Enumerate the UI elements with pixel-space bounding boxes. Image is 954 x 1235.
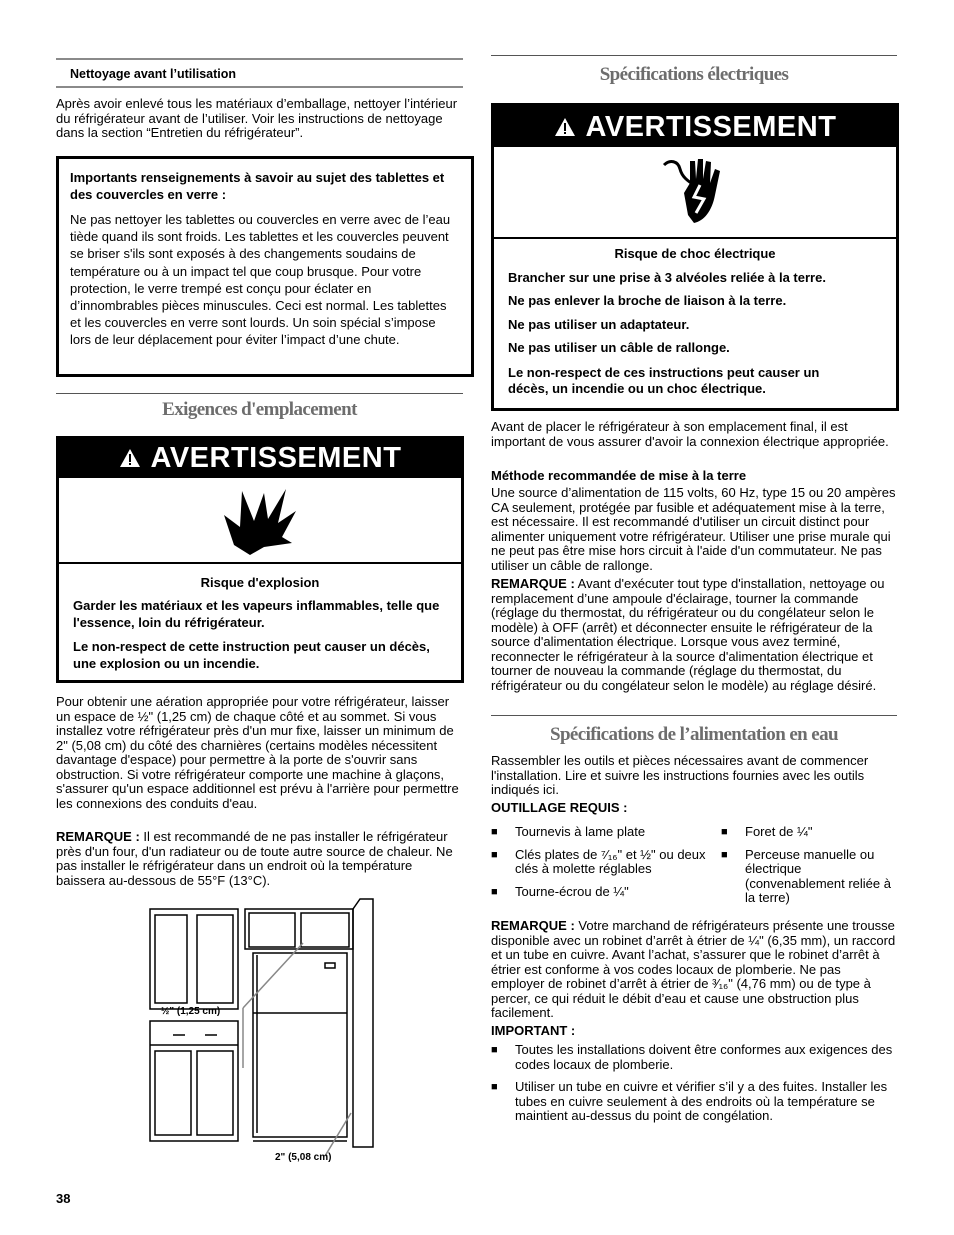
water-rule xyxy=(491,715,897,716)
important-item: ■ Utiliser un tube en cuivre et vérifier s’il y a des fuites. Installer les tubes en cuivre seulement à des endroits où la température se maintient au-dessus du point de congélation. xyxy=(491,1080,897,1124)
electrical-rule xyxy=(491,55,897,56)
location-heading: Exigences d'emplacement xyxy=(162,399,357,420)
figure-label-half-inch: ½" (1,25 cm) xyxy=(161,1006,221,1017)
explosion-line-1: Garder les matériaux et les vapeurs inflammables, telle que l'essence, loin du réfrigérateur. xyxy=(73,597,440,630)
ventilation-text: Pour obtenir une aération appropriée pour votre réfrigérateur, laisser un espace de ½" (1,25 cm) de chaque côté et au sommet. Si vous installez votre réfrigérateur près d'un mur fixe, laisser un minimum de 2" (5,08 cm) du côté des charnières (certains modèles nécessitent davantage d'espace) pour permettre à la porte de s'ouvrir sans obstruction. Si votre réfrigérateur comporte une machine à glaçons, s'assurer qu'un espace additionnel est prévu à l'arrière pour permettre les connexions des conduits d'eau. xyxy=(56,694,459,811)
tools-list-col2 xyxy=(721,825,897,906)
explosion-hazard: Risque d'explosion xyxy=(200,575,320,590)
location-rule xyxy=(56,393,463,394)
water-note-text: Votre marchand de réfrigérateurs présente une trousse disponible avec un robinet d’arrêt à étrier de ¼" (6,35 mm), un raccord et un tube en cuivre. Avant l’achat, s’assurer que le robinet d’arrêt à étrier est conforme à vos codes locaux de plomberie. Ne pas employer de robinet d’arrêt à étrier de ³⁄₁₆" (4,76 mm) ou de type à percer, ce qui réduit le débit d’eau et cause une obstruction plus facilement. xyxy=(491,918,896,1020)
electrical-warning-body xyxy=(494,247,896,397)
grounding-text: Une source d’alimentation de 115 volts, 60 Hz, type 15 ou 20 ampères CA seulement, protégée par fusible et adéquatement mise à la terre, est nécessaire. Il est recommandé d'utiliser un circuit distinct pour alimenter uniquement votre réfrigérateur. Utiliser une prise murale qui ne peut pas être mise hors circuit à l'aide d'un commutateur. Ne pas utiliser un câble de rallonge. xyxy=(491,485,896,573)
cleaning-text: Après avoir enlevé tous les matériaux d’emballage, nettoyer l’intérieur du réfrigérateur avant de l’utiliser. Voir les instructions de nettoyage dans la section “Entretien du réfrigérateur”. xyxy=(56,96,458,140)
location-note-label: REMARQUE : xyxy=(56,829,140,844)
glass-box-title: Importants renseignements à savoir au sujet des tablettes et des couvercles en verre : xyxy=(70,170,445,202)
important-item: ■ Toutes les installations doivent être conformes aux exigences des codes locaux de plomberie. xyxy=(491,1043,897,1072)
electrical-warning-title: AVERTISSEMENT xyxy=(585,111,837,143)
important-heading: IMPORTANT : xyxy=(491,1023,576,1038)
electrical-warning-box xyxy=(491,103,899,411)
location-note xyxy=(56,830,461,888)
shock-hazard: Risque de choc électrique xyxy=(614,246,776,261)
water-heading: Spécifications de l’alimentation en eau xyxy=(550,724,838,745)
electrical-warning-header xyxy=(494,106,896,144)
cleaning-top-rule xyxy=(56,58,463,60)
explosion-line-2: Le non-respect de cette instruction peut causer un décès, une explosion ou un incendie. xyxy=(73,638,430,671)
water-note-label: REMARQUE : xyxy=(491,918,575,933)
electrical-intro: Avant de placer le réfrigérateur à son emplacement final, il est important de vous assurer d'avoir la connexion électrique appropriée. xyxy=(491,419,889,449)
tools-heading: OUTILLAGE REQUIS : xyxy=(491,800,628,815)
shock-line-2: Ne pas enlever la broche de liaison à la terre. xyxy=(508,293,787,308)
tool-item: ■ Tourne-écrou de ¼" xyxy=(491,885,721,900)
tool-item: ■ Perceuse manuelle ou électrique (convenablement reliée à la terre) xyxy=(721,848,897,906)
tool-item: ■ Tournevis à lame plate xyxy=(491,825,721,840)
glass-box-text: Ne pas nettoyer les tablettes ou couvercles en verre avec de l’eau tiède quand ils sont froids. Les tablettes et les couvercles peuvent se briser s'ils sont exposés à des changements soudains de température ou à un impact tel que coup brusque. Pour votre protection, le verre trempé est conçu pour éclater en d’innombrables pièces minuscules. Ceci est normal. Les tablettes et les couvercles en verre sont lourds. Un soin spécial s’impose lors de leur déplacement pour éviter l’impact d’une chute. xyxy=(70,212,451,348)
explosion-warning-body xyxy=(59,576,461,672)
cleaning-bottom-rule xyxy=(56,86,463,88)
explosion-warning-box xyxy=(56,436,464,683)
explosion-icon-area xyxy=(59,475,461,564)
electrical-note-text: Avant d'exécuter tout type d'installation, nettoyage ou remplacement d’une ampoule d'éclairage, tourner la commande (réglage du thermostat, du réfrigérateur ou du congélateur selon le modèle) à OFF (arrêt) et déconnecter ensuite le réfrigérateur de la source d'alimentation électrique. Lorsque vous avez terminé, reconnecter le réfrigérateur à la source d'alimentation électrique et tourner de nouveau la commande (réglage du thermostat, du réfrigérateur ou du congélateur selon le modèle) au réglage désiré. xyxy=(491,576,885,693)
shock-line-5: Le non-respect de ces instructions peut causer un décès, un incendie ou un choc électrique. xyxy=(508,364,820,396)
refrigerator-clearance-diagram xyxy=(145,893,380,1163)
installation-figure xyxy=(145,893,380,1163)
shock-line-3: Ne pas utiliser un adaptateur. xyxy=(508,316,690,332)
electrical-heading: Spécifications électriques xyxy=(599,64,789,85)
location-note-text: Il est recommandé de ne pas installer le réfrigérateur près d'un four, d'un radiateur ou de toute autre source de chaleur. Ne pas installer le réfrigérateur dans un endroit où la température baissera au-dessous de 55°F (13°C). xyxy=(56,829,453,888)
electrical-note-label: REMARQUE : xyxy=(491,576,575,591)
explosion-warning-header xyxy=(59,439,461,475)
tools-list-col1 xyxy=(491,825,721,899)
water-note xyxy=(491,919,897,1021)
electrical-note xyxy=(491,577,897,693)
explosion-warning-title: AVERTISSEMENT xyxy=(150,442,402,474)
figure-label-two-inch: 2" (5,08 cm) xyxy=(275,1152,332,1163)
glass-info-box xyxy=(56,156,474,377)
tool-item: ■ Clés plates de ⁷⁄₁₆" et ½" ou deux clés à molette réglables xyxy=(491,848,721,877)
important-list xyxy=(491,1043,897,1124)
warning-triangle-icon xyxy=(554,107,576,149)
shock-line-4: Ne pas utiliser un câble de rallonge. xyxy=(508,340,730,355)
warning-triangle-icon xyxy=(119,440,141,478)
shock-icon-area xyxy=(494,144,896,239)
tool-item: ■ Foret de ¼" xyxy=(721,825,897,840)
page-number: 38 xyxy=(56,1191,71,1206)
shock-line-1: Brancher sur une prise à 3 alvéoles reliée à la terre. xyxy=(508,269,826,285)
water-intro: Rassembler les outils et pièces nécessaires avant de commencer l'installation. Lire et suivre les instructions fournies avec les outils indiqués ici. xyxy=(491,753,869,797)
electric-shock-hand-icon xyxy=(660,155,730,229)
grounding-heading: Méthode recommandée de mise à la terre xyxy=(491,468,747,483)
cleaning-heading: Nettoyage avant l’utilisation xyxy=(70,67,237,81)
explosion-icon xyxy=(220,485,300,557)
